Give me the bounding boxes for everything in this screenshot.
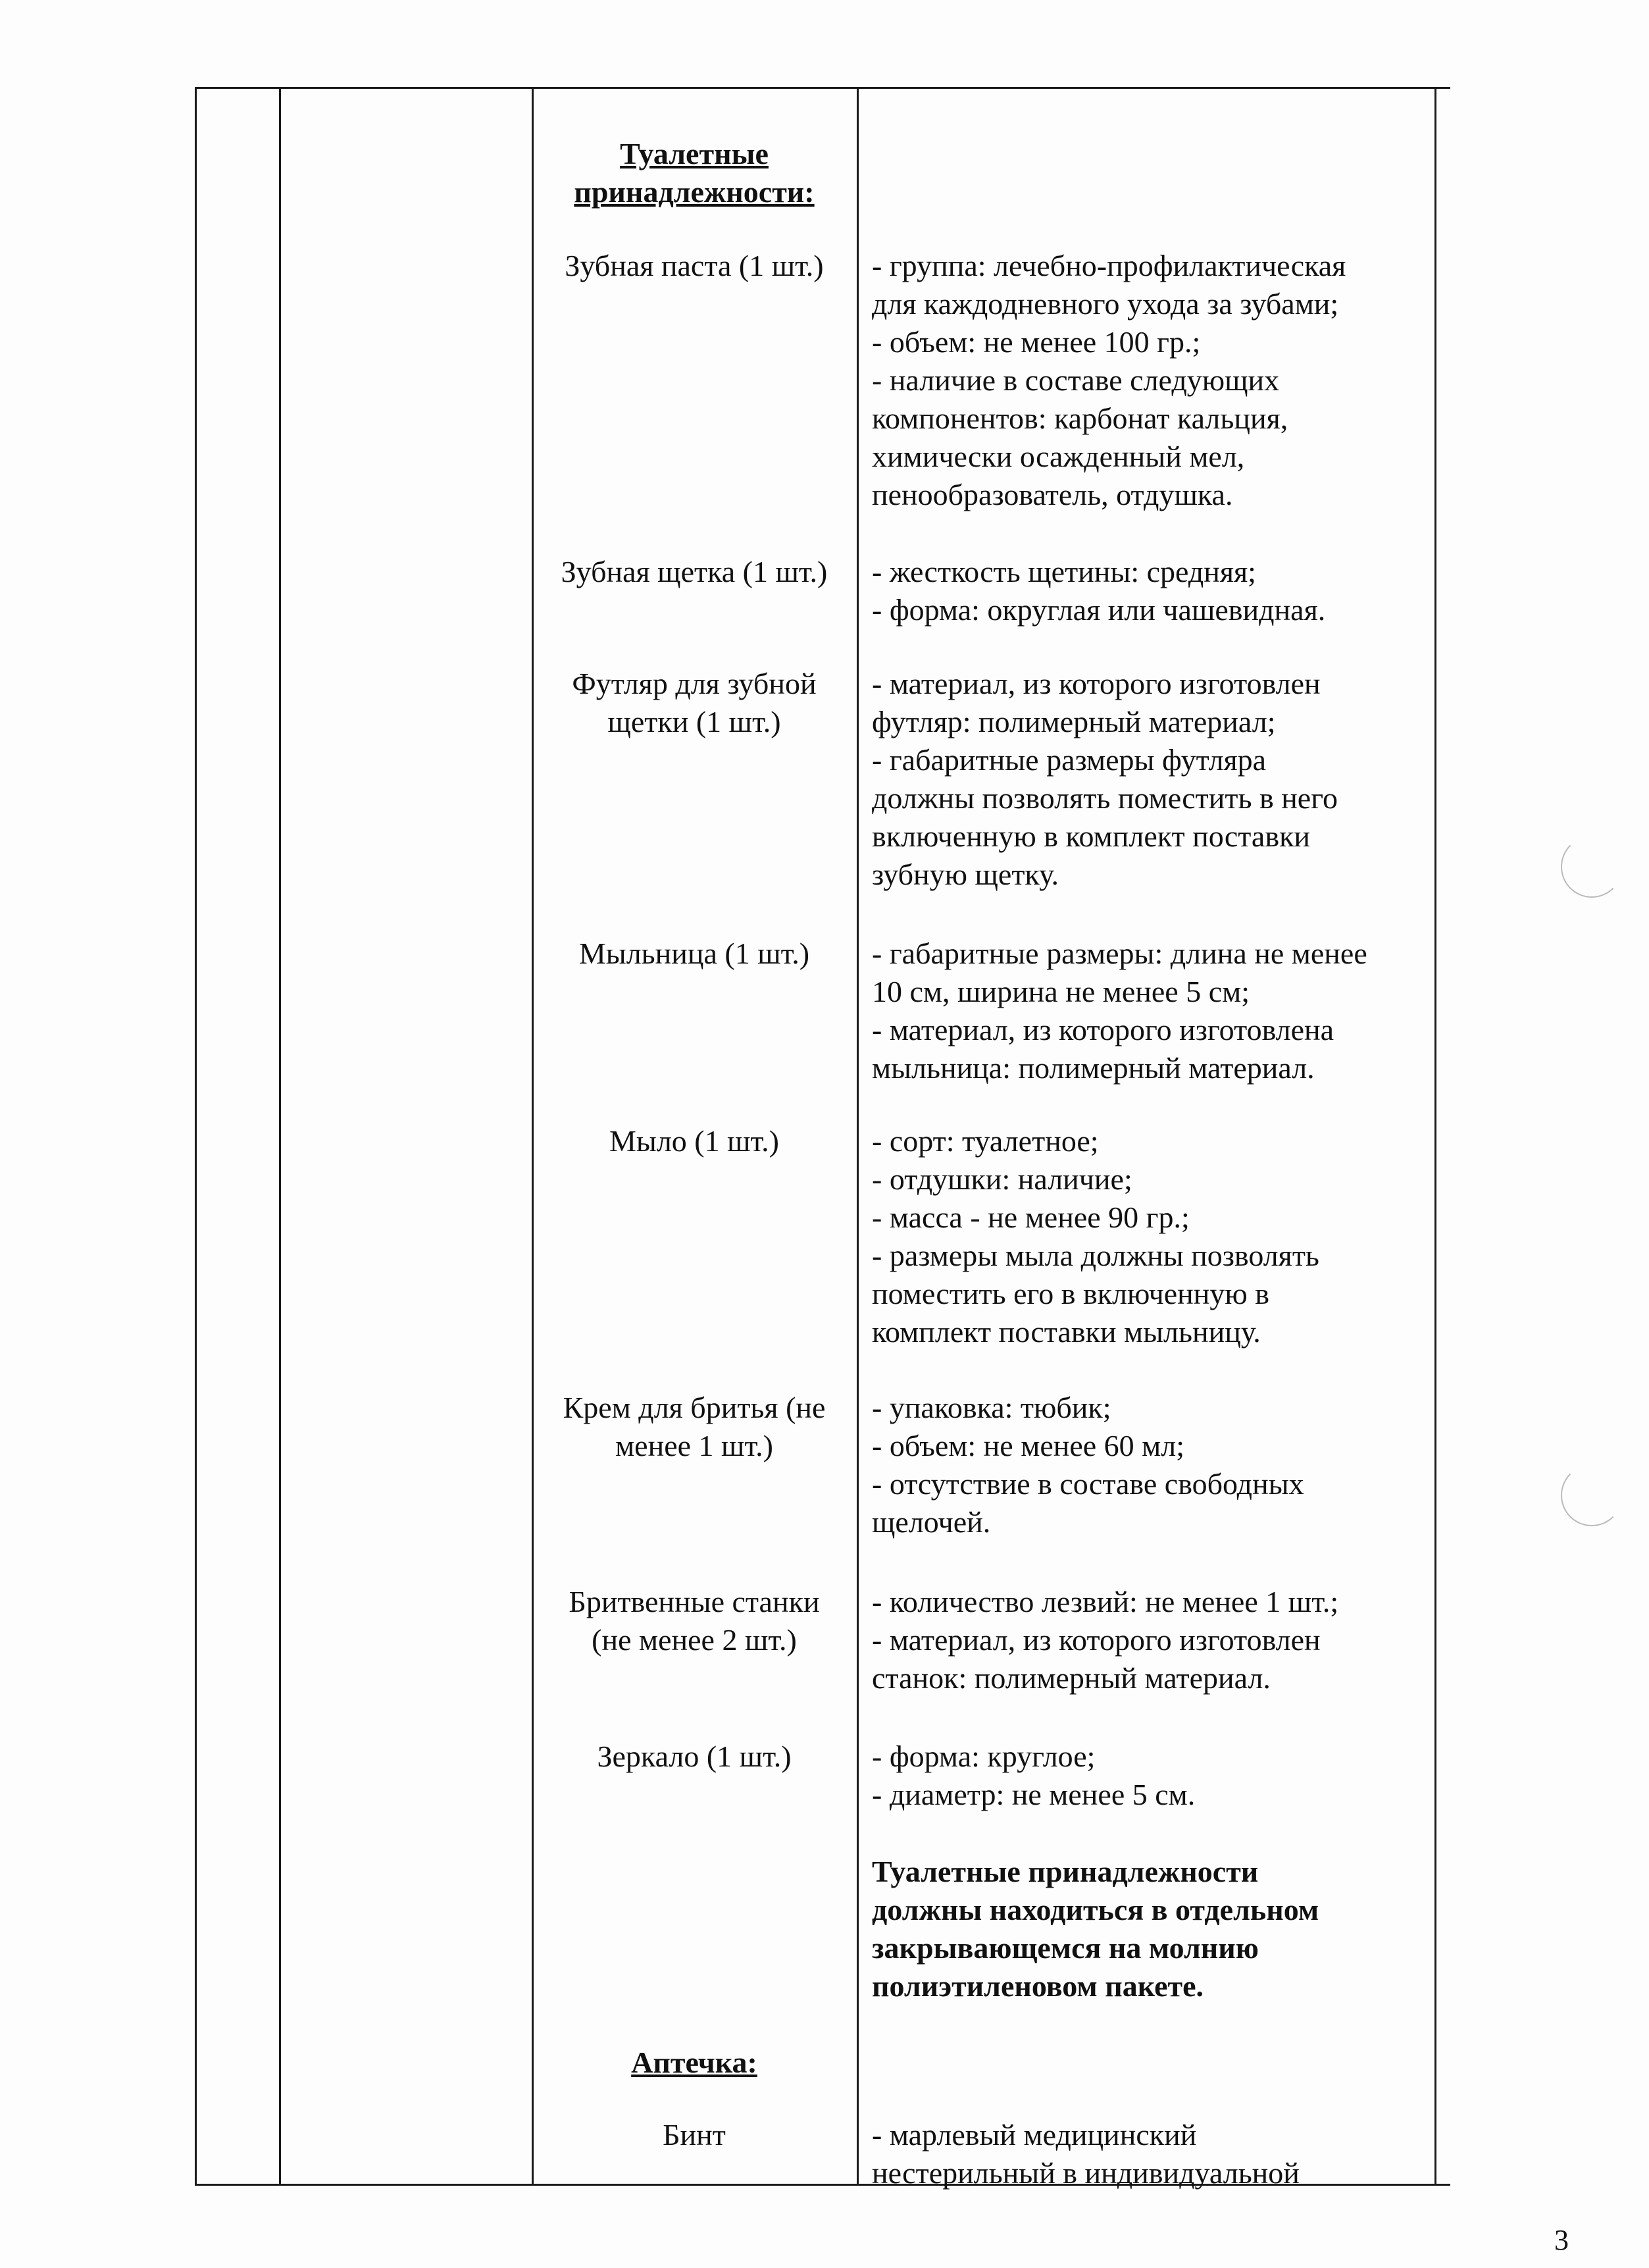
desc-line: - отсутствие в составе свободных xyxy=(872,1467,1304,1501)
note-line: полиэтиленовом пакете. xyxy=(872,1969,1204,2003)
item-description xyxy=(872,1122,1438,1351)
desc-line: щелочей. xyxy=(872,1505,991,1539)
item-description xyxy=(872,553,1438,629)
desc-line: пенообразователь, отдушка. xyxy=(872,478,1233,511)
item-description xyxy=(872,665,1438,894)
desc-line: - форма: округлая или чашевидная. xyxy=(872,593,1326,627)
column-rule-3 xyxy=(532,87,534,2186)
item-description xyxy=(872,2116,1438,2192)
desc-line: для каждодневного ухода за зубами; xyxy=(872,287,1339,321)
item-name: Мыльница (1 шт.) xyxy=(578,937,810,970)
item-name: Мыло (1 шт.) xyxy=(609,1124,779,1158)
column-rule-4 xyxy=(857,87,859,2186)
desc-line: - сорт: туалетное; xyxy=(872,1124,1099,1158)
column-rule-2 xyxy=(279,87,281,2186)
desc-line: химически осажденный мел, xyxy=(872,440,1245,473)
desc-line: комплект поставки мыльницу. xyxy=(872,1315,1261,1349)
item-description xyxy=(872,1738,1438,1814)
desc-line: - габаритные размеры футляра xyxy=(872,743,1267,777)
item-name: Футляр для зубной щетки (1 шт.) xyxy=(572,667,817,738)
desc-line: 10 см, ширина не менее 5 см; xyxy=(872,975,1250,1008)
item-name: Крем для бритья (не менее 1 шт.) xyxy=(563,1391,826,1462)
item-name: Бинт xyxy=(663,2118,726,2152)
desc-line: - материал, из которого изготовлен xyxy=(872,1623,1321,1657)
column-rule-1 xyxy=(195,87,197,2186)
desc-line: - группа: лечебно-профилактическая xyxy=(872,249,1346,282)
item-description xyxy=(872,935,1438,1087)
desc-line: - габаритные размеры: длина не менее xyxy=(872,937,1367,970)
item-description xyxy=(872,1389,1438,1541)
desc-line: - размеры мыла должны позволять xyxy=(872,1239,1319,1272)
desc-line: - объем: не менее 60 мл; xyxy=(872,1429,1185,1462)
desc-line: - упаковка: тюбик; xyxy=(872,1391,1111,1424)
item-name: Зубная щетка (1 шт.) xyxy=(561,555,828,588)
note-line: Туалетные принадлежности xyxy=(872,1855,1259,1888)
desc-line: - материал, из которого изготовлен xyxy=(872,667,1321,700)
desc-line: - форма: круглое; xyxy=(872,1740,1096,1773)
note-line: закрывающемся на молнию xyxy=(872,1931,1259,1965)
desc-line: футляр: полимерный материал; xyxy=(872,705,1276,738)
desc-line: нестерильный в индивидуальной xyxy=(872,2156,1300,2190)
desc-line: - наличие в составе следующих xyxy=(872,363,1280,397)
table-border-top xyxy=(195,87,1450,89)
item-name: Бритвенные станки (не менее 2 шт.) xyxy=(569,1585,820,1657)
desc-line: мыльница: полимерный материал. xyxy=(872,1051,1315,1085)
desc-line: - материал, из которого изготовлена xyxy=(872,1013,1334,1046)
item-name: Зубная паста (1 шт.) xyxy=(565,249,824,282)
item-name: Зеркало (1 шт.) xyxy=(597,1740,792,1773)
desc-line: поместить его в включенную в xyxy=(872,1277,1269,1310)
desc-line: - масса - не менее 90 гр.; xyxy=(872,1200,1190,1234)
desc-line: - отдушки: наличие; xyxy=(872,1162,1132,1196)
page-number: 3 xyxy=(1554,2224,1569,2256)
desc-line: - жесткость щетины: средняя; xyxy=(872,555,1256,588)
desc-line: - диаметр: не менее 5 см. xyxy=(872,1778,1196,1811)
desc-line: зубную щетку. xyxy=(872,858,1059,891)
binder-hole-mark xyxy=(1561,836,1623,898)
desc-line: - объем: не менее 100 гр.; xyxy=(872,325,1201,359)
note-line: должны находиться в отдельном xyxy=(872,1893,1319,1926)
section-heading-toiletries: Туалетные принадлежности: xyxy=(574,137,815,209)
desc-line: - количество лезвий: не менее 1 шт.; xyxy=(872,1585,1339,1618)
packaging-note xyxy=(872,1853,1438,2005)
item-description xyxy=(872,1583,1438,1697)
binder-hole-mark xyxy=(1561,1464,1623,1526)
item-description xyxy=(872,247,1438,514)
desc-line: - марлевый медицинский xyxy=(872,2118,1197,2152)
desc-line: включенную в комплект поставки xyxy=(872,819,1311,853)
desc-line: станок: полимерный материал. xyxy=(872,1661,1271,1695)
desc-line: компонентов: карбонат кальция, xyxy=(872,401,1288,435)
section-heading-first-aid: Аптечка: xyxy=(631,2046,757,2079)
desc-line: должны позволять поместить в него xyxy=(872,781,1338,815)
